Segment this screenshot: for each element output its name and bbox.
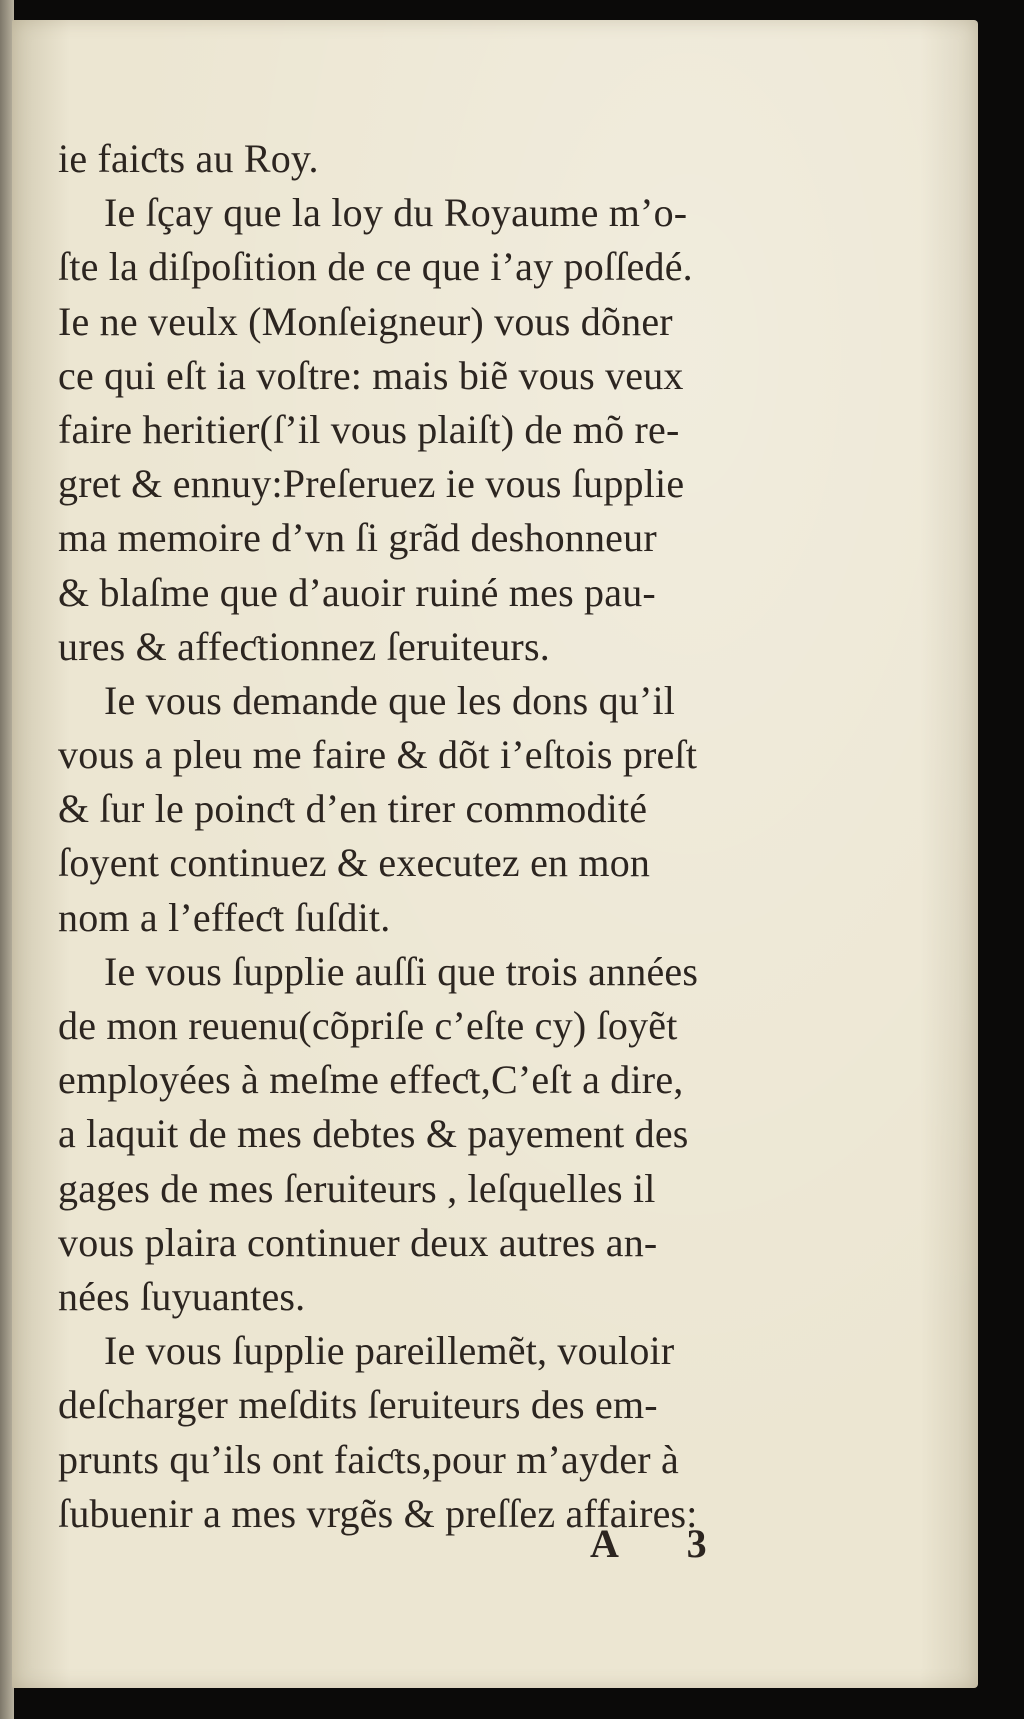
text-line: & ſur le poinƈt d’en tirer commodité — [58, 786, 648, 832]
text-line: de mon reuenu(cõpriſe c’eſte cy) ſoyẽt — [58, 1003, 678, 1048]
text-line: ce qui eſt ia voſtre: mais biẽ vous veux — [58, 352, 684, 398]
text-line: Ie ſçay que la loy du Royaume m’o- — [104, 190, 688, 236]
text-line: Ie ne veulx (Monſeigneur) vous dõner — [58, 298, 673, 344]
text-line: ma memoire d’vn ſi grãd deshonneur — [58, 515, 657, 561]
text-line: gret & ennuy:Preſeruez ie vous ſupplie — [58, 461, 685, 507]
text-line: nées ſuyuantes. — [58, 1273, 306, 1319]
text-line: ſubuenir a mes vrgẽs & preſſez affaires: — [58, 1490, 698, 1536]
text-line: faire heritier(ſ’il vous plaiſt) de mõ re- — [58, 406, 680, 452]
text-line: deſcharger meſdits ſeruiteurs des em- — [58, 1382, 658, 1428]
text-line: vous a pleu me faire & dõt i’eſtois preſt — [58, 732, 698, 778]
text-line: ſoyent continuez & executez en mon — [58, 840, 651, 886]
body-text — [58, 132, 808, 1541]
text-line: ures & affeƈtionnez ſeruiteurs. — [58, 623, 550, 669]
text-line: Ie vous ſupplie auſſi que trois années — [104, 948, 699, 994]
text-line: prunts qu’ils ont faiƈts,pour m’ayder à — [58, 1436, 679, 1482]
signature-mark: A 3 — [590, 1521, 737, 1566]
text-line: nom a l’effeƈt ſuſdit. — [58, 894, 391, 940]
text-line: Ie vous ſupplie pareillemẽt, vouloir — [104, 1328, 675, 1374]
text-line: & blaſme que d’auoir ruiné mes pau- — [58, 569, 656, 615]
text-line: ſte la diſpoſition de ce que i’ay poſſedé. — [58, 244, 693, 290]
text-line: vous plaira continuer deux autres an- — [58, 1219, 658, 1265]
text-line: Ie vous demande que les dons qu’il — [104, 677, 676, 723]
book-page — [12, 20, 978, 1688]
text-line: ie faiƈts au Roy. — [58, 136, 319, 181]
text-line: employées à meſme effeƈt,C’eſt a dire, — [58, 1057, 684, 1103]
text-line: gages de mes ſeruiteurs , leſquelles il — [58, 1165, 656, 1211]
text-line: a laquit de mes debtes & payement des — [58, 1111, 689, 1157]
